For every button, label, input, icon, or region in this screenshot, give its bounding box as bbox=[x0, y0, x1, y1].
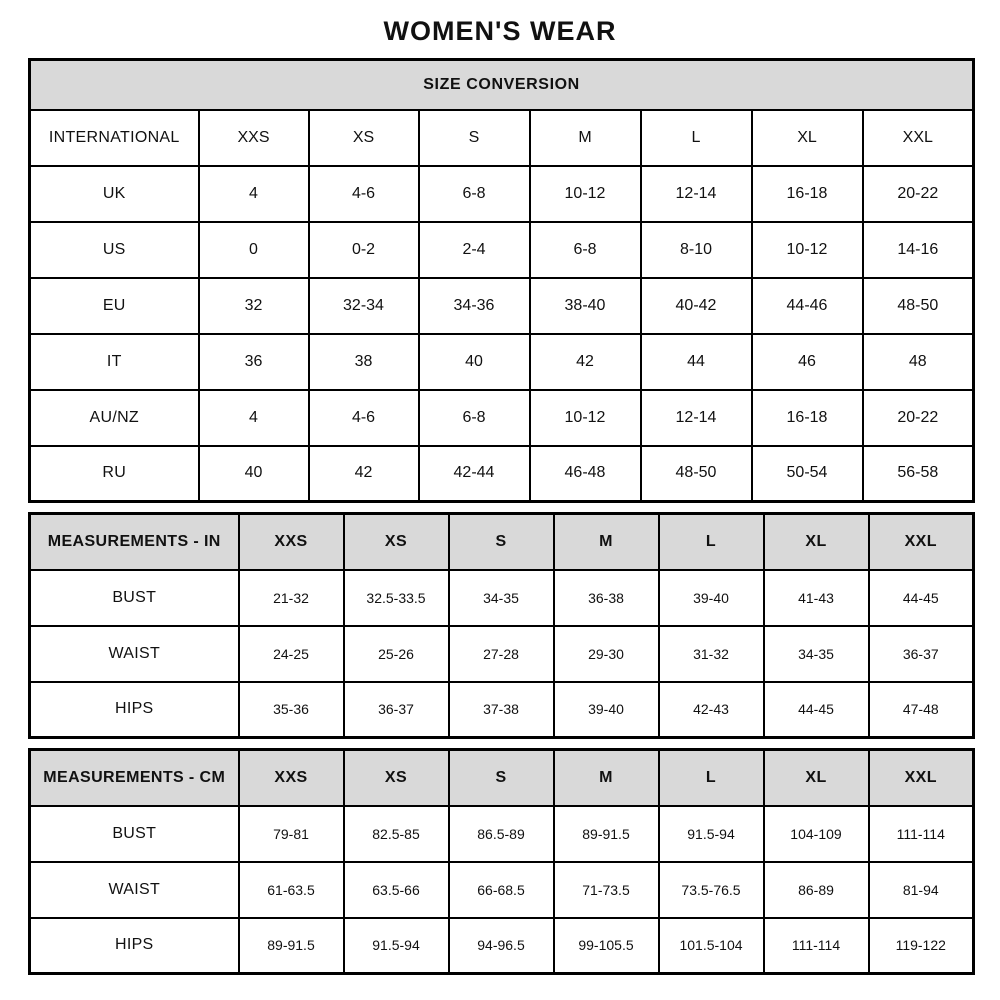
value-cell: 29-30 bbox=[554, 626, 659, 682]
table-row bbox=[30, 918, 974, 974]
value-cell: 38 bbox=[309, 334, 419, 390]
table-row bbox=[30, 334, 974, 390]
value-cell: 38-40 bbox=[530, 278, 641, 334]
value-cell: 91.5-94 bbox=[344, 918, 449, 974]
value-cell: M bbox=[530, 110, 641, 166]
row-label: BUST bbox=[30, 806, 239, 862]
value-cell: XXS bbox=[199, 110, 309, 166]
column-header: L bbox=[659, 514, 764, 570]
value-cell: 94-96.5 bbox=[449, 918, 554, 974]
column-header: XXS bbox=[239, 514, 344, 570]
value-cell: 42-44 bbox=[419, 446, 530, 502]
column-header: S bbox=[449, 750, 554, 806]
value-cell: 119-122 bbox=[869, 918, 974, 974]
row-label: HIPS bbox=[30, 682, 239, 738]
column-header: XXL bbox=[869, 750, 974, 806]
value-cell: 39-40 bbox=[659, 570, 764, 626]
column-header: M bbox=[554, 514, 659, 570]
row-label: WAIST bbox=[30, 862, 239, 918]
value-cell: 99-105.5 bbox=[554, 918, 659, 974]
value-cell: 50-54 bbox=[752, 446, 863, 502]
value-cell: 10-12 bbox=[752, 222, 863, 278]
table-row bbox=[30, 222, 974, 278]
value-cell: 36-37 bbox=[344, 682, 449, 738]
table-row bbox=[30, 278, 974, 334]
value-cell: 8-10 bbox=[641, 222, 752, 278]
value-cell: 44 bbox=[641, 334, 752, 390]
column-header: S bbox=[449, 514, 554, 570]
row-label: IT bbox=[30, 334, 199, 390]
table-title: MEASUREMENTS - CM bbox=[30, 750, 239, 806]
value-cell: 6-8 bbox=[530, 222, 641, 278]
row-label: WAIST bbox=[30, 626, 239, 682]
value-cell: 34-36 bbox=[419, 278, 530, 334]
table-row bbox=[30, 166, 974, 222]
value-cell: 0-2 bbox=[309, 222, 419, 278]
value-cell: 25-26 bbox=[344, 626, 449, 682]
value-cell: 34-35 bbox=[764, 626, 869, 682]
value-cell: 4-6 bbox=[309, 166, 419, 222]
column-header: L bbox=[659, 750, 764, 806]
value-cell: 12-14 bbox=[641, 166, 752, 222]
value-cell: 40 bbox=[199, 446, 309, 502]
value-cell: 48-50 bbox=[863, 278, 974, 334]
column-header: M bbox=[554, 750, 659, 806]
row-label: HIPS bbox=[30, 918, 239, 974]
value-cell: 42 bbox=[530, 334, 641, 390]
row-label: UK bbox=[30, 166, 199, 222]
value-cell: 46-48 bbox=[530, 446, 641, 502]
header-row bbox=[30, 514, 974, 570]
value-cell: 56-58 bbox=[863, 446, 974, 502]
value-cell: 89-91.5 bbox=[239, 918, 344, 974]
table-row bbox=[30, 682, 974, 738]
row-label: RU bbox=[30, 446, 199, 502]
value-cell: 66-68.5 bbox=[449, 862, 554, 918]
value-cell: 42-43 bbox=[659, 682, 764, 738]
table-title: MEASUREMENTS - IN bbox=[30, 514, 239, 570]
value-cell: 36-37 bbox=[869, 626, 974, 682]
table-row bbox=[30, 626, 974, 682]
value-cell: 39-40 bbox=[554, 682, 659, 738]
value-cell: 89-91.5 bbox=[554, 806, 659, 862]
value-cell: 4 bbox=[199, 166, 309, 222]
value-cell: 6-8 bbox=[419, 166, 530, 222]
column-header: XXL bbox=[869, 514, 974, 570]
value-cell: 71-73.5 bbox=[554, 862, 659, 918]
value-cell: 86-89 bbox=[764, 862, 869, 918]
table-row bbox=[30, 862, 974, 918]
value-cell: 20-22 bbox=[863, 166, 974, 222]
page-title: WOMEN'S WEAR bbox=[383, 16, 617, 46]
value-cell: 31-32 bbox=[659, 626, 764, 682]
value-cell: 4 bbox=[199, 390, 309, 446]
value-cell: 46 bbox=[752, 334, 863, 390]
table-row bbox=[30, 570, 974, 626]
value-cell: 82.5-85 bbox=[344, 806, 449, 862]
value-cell: 32.5-33.5 bbox=[344, 570, 449, 626]
value-cell: 61-63.5 bbox=[239, 862, 344, 918]
value-cell: 86.5-89 bbox=[449, 806, 554, 862]
value-cell: 48-50 bbox=[641, 446, 752, 502]
value-cell: 14-16 bbox=[863, 222, 974, 278]
value-cell: 44-45 bbox=[869, 570, 974, 626]
value-cell: 40 bbox=[419, 334, 530, 390]
value-cell: 41-43 bbox=[764, 570, 869, 626]
value-cell: 24-25 bbox=[239, 626, 344, 682]
value-cell: XS bbox=[309, 110, 419, 166]
table-row bbox=[30, 390, 974, 446]
table-row bbox=[30, 806, 974, 862]
value-cell: 73.5-76.5 bbox=[659, 862, 764, 918]
measurements-cm-table bbox=[28, 748, 975, 975]
row-label: EU bbox=[30, 278, 199, 334]
value-cell: XL bbox=[752, 110, 863, 166]
value-cell: 10-12 bbox=[530, 390, 641, 446]
row-label: AU/NZ bbox=[30, 390, 199, 446]
value-cell: 44-46 bbox=[752, 278, 863, 334]
value-cell: 42 bbox=[309, 446, 419, 502]
value-cell: 32 bbox=[199, 278, 309, 334]
value-cell: 0 bbox=[199, 222, 309, 278]
value-cell: 101.5-104 bbox=[659, 918, 764, 974]
column-header: XXS bbox=[239, 750, 344, 806]
value-cell: 104-109 bbox=[764, 806, 869, 862]
value-cell: 34-35 bbox=[449, 570, 554, 626]
value-cell: 27-28 bbox=[449, 626, 554, 682]
value-cell: S bbox=[419, 110, 530, 166]
column-header: XL bbox=[764, 514, 869, 570]
value-cell: 37-38 bbox=[449, 682, 554, 738]
header-row bbox=[30, 750, 974, 806]
column-header: XS bbox=[344, 514, 449, 570]
value-cell: 36 bbox=[199, 334, 309, 390]
value-cell: 40-42 bbox=[641, 278, 752, 334]
value-cell: 16-18 bbox=[752, 390, 863, 446]
row-label: US bbox=[30, 222, 199, 278]
column-header: XS bbox=[344, 750, 449, 806]
value-cell: 63.5-66 bbox=[344, 862, 449, 918]
value-cell: 91.5-94 bbox=[659, 806, 764, 862]
value-cell: 16-18 bbox=[752, 166, 863, 222]
table-banner-row bbox=[30, 60, 974, 110]
table-row bbox=[30, 446, 974, 502]
value-cell: 47-48 bbox=[869, 682, 974, 738]
value-cell: 4-6 bbox=[309, 390, 419, 446]
value-cell: 111-114 bbox=[764, 918, 869, 974]
value-cell: 10-12 bbox=[530, 166, 641, 222]
value-cell: 21-32 bbox=[239, 570, 344, 626]
value-cell: 36-38 bbox=[554, 570, 659, 626]
value-cell: 12-14 bbox=[641, 390, 752, 446]
size-conversion-table bbox=[28, 58, 975, 503]
value-cell: 35-36 bbox=[239, 682, 344, 738]
table-title: SIZE CONVERSION bbox=[30, 60, 974, 110]
value-cell: 20-22 bbox=[863, 390, 974, 446]
value-cell: 79-81 bbox=[239, 806, 344, 862]
measurements-in-table bbox=[28, 512, 975, 739]
row-label: INTERNATIONAL bbox=[30, 110, 199, 166]
column-header: XL bbox=[764, 750, 869, 806]
value-cell: 81-94 bbox=[869, 862, 974, 918]
value-cell: 6-8 bbox=[419, 390, 530, 446]
value-cell: L bbox=[641, 110, 752, 166]
value-cell: 2-4 bbox=[419, 222, 530, 278]
value-cell: XXL bbox=[863, 110, 974, 166]
row-label: BUST bbox=[30, 570, 239, 626]
value-cell: 44-45 bbox=[764, 682, 869, 738]
value-cell: 111-114 bbox=[869, 806, 974, 862]
table-row bbox=[30, 110, 974, 166]
value-cell: 48 bbox=[863, 334, 974, 390]
value-cell: 32-34 bbox=[309, 278, 419, 334]
